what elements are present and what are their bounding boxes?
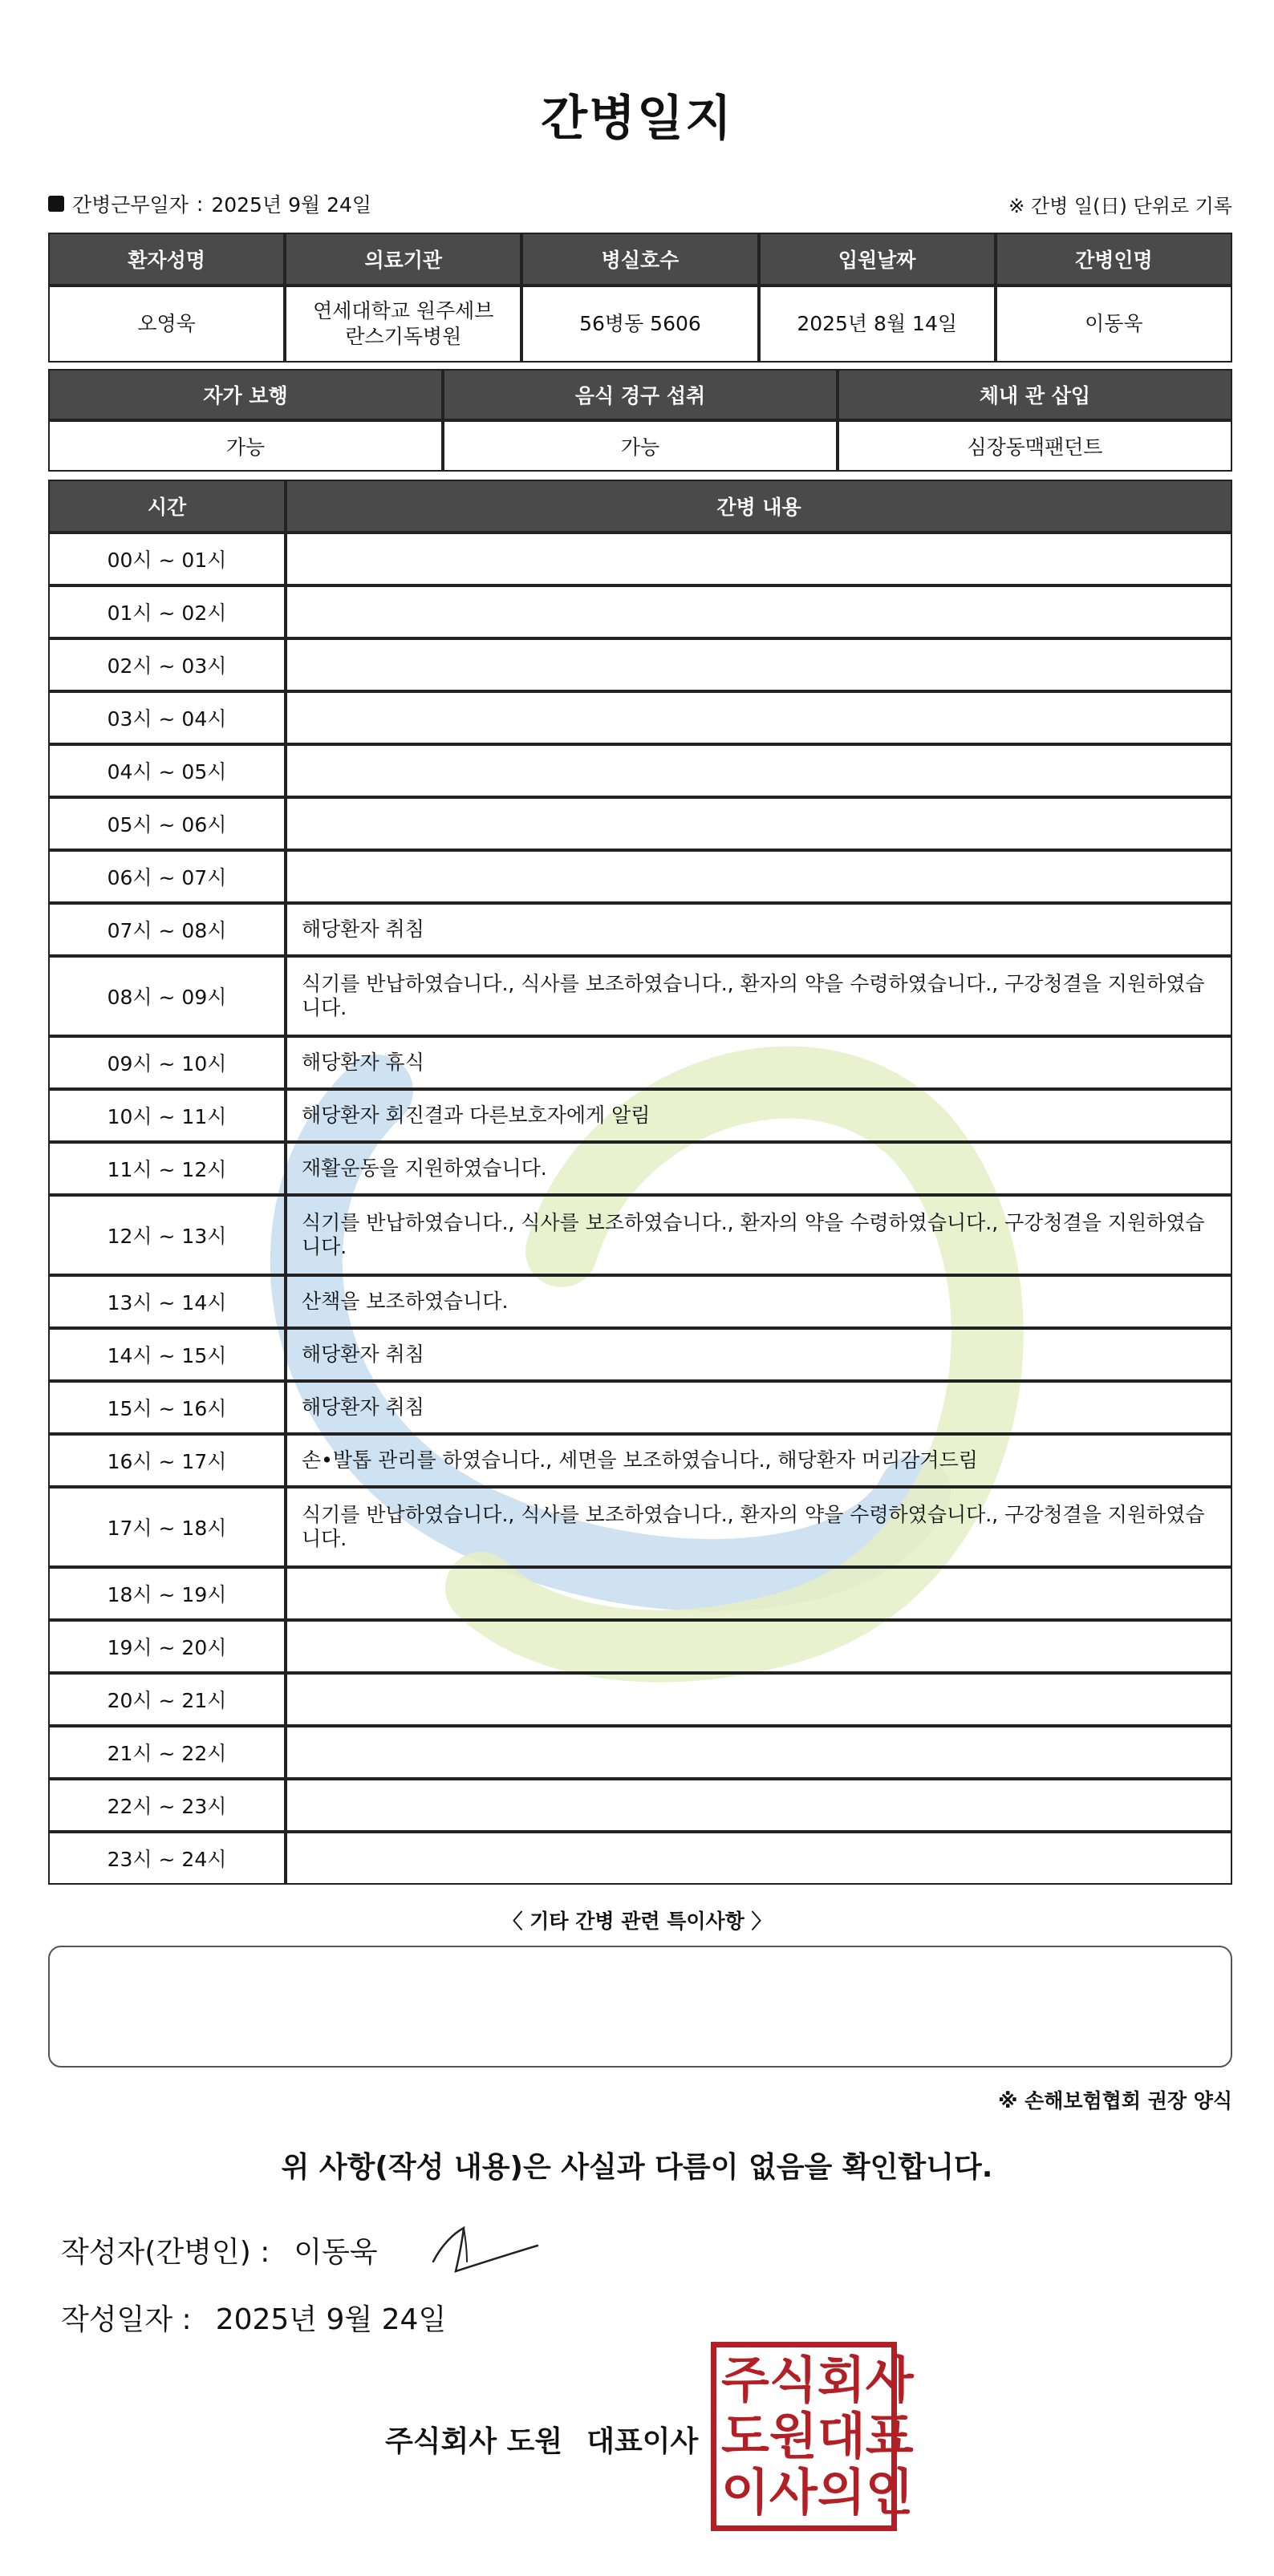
seal-char: 회 bbox=[817, 2351, 866, 2409]
patient-header-row bbox=[48, 233, 1232, 286]
table-row bbox=[48, 1487, 1232, 1567]
confirmation-statement: 위 사항(작성 내용)은 사실과 다름이 없음을 확인합니다. bbox=[281, 2151, 993, 2184]
table-row bbox=[48, 1089, 1232, 1142]
content-cell bbox=[286, 691, 1232, 744]
work-date bbox=[48, 189, 371, 218]
table-row bbox=[48, 1567, 1232, 1620]
table-row bbox=[48, 1832, 1232, 1885]
table-row bbox=[48, 1275, 1232, 1328]
handwritten-signature bbox=[417, 2213, 546, 2286]
table-row bbox=[48, 1381, 1232, 1434]
page-title: 간병일지 bbox=[541, 91, 733, 147]
seal-char: 원 bbox=[769, 2407, 818, 2465]
work-date-value: 2025년 9월 24일 bbox=[211, 193, 372, 217]
table-row bbox=[48, 1195, 1232, 1275]
time-cell: 14시 ~ 15시 bbox=[48, 1328, 286, 1381]
table-row bbox=[48, 533, 1232, 585]
written-date-line bbox=[61, 2297, 446, 2338]
tube-insertion-value: 심장동맥팬던트 bbox=[838, 420, 1232, 472]
content-cell bbox=[286, 1620, 1232, 1673]
content-cell: 식기를 반납하였습니다., 식사를 보조하였습니다., 환자의 약을 수령하였습니다., 구강청결을 지원하였습니다. bbox=[286, 1195, 1232, 1275]
content-cell bbox=[286, 1673, 1232, 1726]
table-row bbox=[48, 1036, 1232, 1089]
table-row bbox=[48, 1328, 1232, 1381]
content-cell bbox=[286, 1567, 1232, 1620]
seal-char: 이 bbox=[721, 2463, 769, 2521]
time-cell: 11시 ~ 12시 bbox=[48, 1142, 286, 1195]
remarks-title: 〈 기타 간병 관련 특이사항 〉 bbox=[502, 1910, 772, 1933]
time-cell: 15시 ~ 16시 bbox=[48, 1381, 286, 1434]
time-cell: 20시 ~ 21시 bbox=[48, 1673, 286, 1726]
header-caregiver-name: 간병인명 bbox=[996, 233, 1232, 286]
seal-char: 표 bbox=[865, 2407, 914, 2465]
meta-row bbox=[48, 189, 1232, 218]
header-oral-intake: 음식 경구 섭취 bbox=[443, 369, 838, 420]
table-row bbox=[48, 1434, 1232, 1487]
content-cell: 해당환자 취침 bbox=[286, 1381, 1232, 1434]
log-header-row bbox=[48, 480, 1232, 533]
company-name: 주식회사 도원 bbox=[385, 2425, 563, 2458]
header-admission-date: 입원날짜 bbox=[759, 233, 996, 286]
seal-char: 도 bbox=[721, 2407, 769, 2465]
hospital-name: 연세대학교 원주세브란스기독병원 bbox=[285, 286, 521, 363]
time-cell: 04시 ~ 05시 bbox=[48, 744, 286, 797]
time-cell: 19시 ~ 20시 bbox=[48, 1620, 286, 1673]
company-seal-stamp bbox=[711, 2342, 914, 2531]
content-cell: 식기를 반납하였습니다., 식사를 보조하였습니다., 환자의 약을 수령하였습니다., 구강청결을 지원하였습니다. bbox=[286, 1487, 1232, 1567]
content-cell bbox=[286, 744, 1232, 797]
insurance-note: ※ 손해보험협회 권장 양식 bbox=[998, 2089, 1232, 2112]
content-cell bbox=[286, 585, 1232, 638]
content-cell bbox=[286, 533, 1232, 585]
table-row bbox=[48, 797, 1232, 850]
time-cell: 18시 ~ 19시 bbox=[48, 1567, 286, 1620]
time-cell: 23시 ~ 24시 bbox=[48, 1832, 286, 1885]
table-row bbox=[48, 691, 1232, 744]
content-cell: 해당환자 취침 bbox=[286, 1328, 1232, 1381]
table-row bbox=[48, 956, 1232, 1036]
status-table bbox=[48, 369, 1232, 472]
table-row bbox=[48, 850, 1232, 903]
table-row bbox=[48, 744, 1232, 797]
time-cell: 01시 ~ 02시 bbox=[48, 585, 286, 638]
remarks-box bbox=[48, 1946, 1232, 2068]
content-cell bbox=[286, 1779, 1232, 1832]
time-cell: 13시 ~ 14시 bbox=[48, 1275, 286, 1328]
seal-char: 인 bbox=[865, 2463, 914, 2521]
seal-char: 식 bbox=[769, 2351, 818, 2409]
work-date-label: 간병근무일자 bbox=[72, 193, 189, 217]
content-cell: 해당환자 휴식 bbox=[286, 1036, 1232, 1089]
room-number: 56병동 5606 bbox=[521, 286, 758, 363]
status-value-row bbox=[48, 420, 1232, 472]
content-cell bbox=[286, 1726, 1232, 1779]
table-row bbox=[48, 1726, 1232, 1779]
time-cell: 21시 ~ 22시 bbox=[48, 1726, 286, 1779]
table-row bbox=[48, 638, 1232, 691]
admission-date: 2025년 8월 14일 bbox=[759, 286, 996, 363]
writer-label: 작성자(간병인) : bbox=[61, 2236, 270, 2269]
status-header-row bbox=[48, 369, 1232, 420]
header-time: 시간 bbox=[48, 480, 286, 533]
content-cell: 산책을 보조하였습니다. bbox=[286, 1275, 1232, 1328]
written-date-label: 작성일자 : bbox=[61, 2303, 192, 2336]
company-title: 대표이사 bbox=[586, 2425, 699, 2458]
content-cell: 재활운동을 지원하였습니다. bbox=[286, 1142, 1232, 1195]
patient-name: 오영욱 bbox=[48, 286, 285, 363]
patient-table bbox=[48, 233, 1232, 363]
time-cell: 16시 ~ 17시 bbox=[48, 1434, 286, 1487]
table-row bbox=[48, 903, 1232, 956]
header-patient-name: 환자성명 bbox=[48, 233, 285, 286]
unit-note: ※ 간병 일(日) 단위로 기록 bbox=[1008, 194, 1232, 217]
content-cell bbox=[286, 797, 1232, 850]
work-date-separator: : bbox=[196, 192, 204, 216]
time-cell: 12시 ~ 13시 bbox=[48, 1195, 286, 1275]
seal-char: 주 bbox=[721, 2351, 769, 2409]
content-cell: 해당환자 취침 bbox=[286, 903, 1232, 956]
header-care-content: 간병 내용 bbox=[286, 480, 1232, 533]
time-cell: 02시 ~ 03시 bbox=[48, 638, 286, 691]
written-date-value: 2025년 9월 24일 bbox=[215, 2303, 447, 2336]
header-tube-insertion: 체내 관 삽입 bbox=[838, 369, 1232, 420]
seal-char: 대 bbox=[817, 2407, 866, 2465]
caregiver-name: 이동욱 bbox=[996, 286, 1232, 363]
table-row bbox=[48, 585, 1232, 638]
content-cell bbox=[286, 1832, 1232, 1885]
time-cell: 17시 ~ 18시 bbox=[48, 1487, 286, 1567]
table-row bbox=[48, 1673, 1232, 1726]
care-log-table bbox=[48, 480, 1232, 1885]
content-cell bbox=[286, 638, 1232, 691]
time-cell: 05시 ~ 06시 bbox=[48, 797, 286, 850]
time-cell: 10시 ~ 11시 bbox=[48, 1089, 286, 1142]
time-cell: 22시 ~ 23시 bbox=[48, 1779, 286, 1832]
content-cell: 손•발톱 관리를 하였습니다., 세면을 보조하였습니다., 해당환자 머리감겨드림 bbox=[286, 1434, 1232, 1487]
writer-line bbox=[61, 2230, 378, 2270]
patient-value-row bbox=[48, 286, 1232, 363]
time-cell: 09시 ~ 10시 bbox=[48, 1036, 286, 1089]
self-walking-value: 가능 bbox=[48, 420, 443, 472]
time-cell: 00시 ~ 01시 bbox=[48, 533, 286, 585]
time-cell: 08시 ~ 09시 bbox=[48, 956, 286, 1036]
content-cell: 식기를 반납하였습니다., 식사를 보조하였습니다., 환자의 약을 수령하였습니다., 구강청결을 지원하였습니다. bbox=[286, 956, 1232, 1036]
seal-char: 의 bbox=[817, 2463, 866, 2521]
header-hospital: 의료기관 bbox=[285, 233, 521, 286]
content-cell bbox=[286, 850, 1232, 903]
time-cell: 07시 ~ 08시 bbox=[48, 903, 286, 956]
oral-intake-value: 가능 bbox=[443, 420, 838, 472]
header-self-walking: 자가 보행 bbox=[48, 369, 443, 420]
header-room: 병실호수 bbox=[521, 233, 758, 286]
content-cell: 해당환자 회진결과 다른보호자에게 알림 bbox=[286, 1089, 1232, 1142]
table-row bbox=[48, 1779, 1232, 1832]
table-row bbox=[48, 1142, 1232, 1195]
seal-char: 사 bbox=[769, 2463, 818, 2521]
time-cell: 03시 ~ 04시 bbox=[48, 691, 286, 744]
table-row bbox=[48, 1620, 1232, 1673]
time-cell: 06시 ~ 07시 bbox=[48, 850, 286, 903]
bullet-square-icon bbox=[48, 196, 64, 212]
company-line bbox=[385, 2419, 698, 2460]
seal-char: 사 bbox=[865, 2351, 914, 2409]
writer-name: 이동욱 bbox=[294, 2236, 378, 2269]
